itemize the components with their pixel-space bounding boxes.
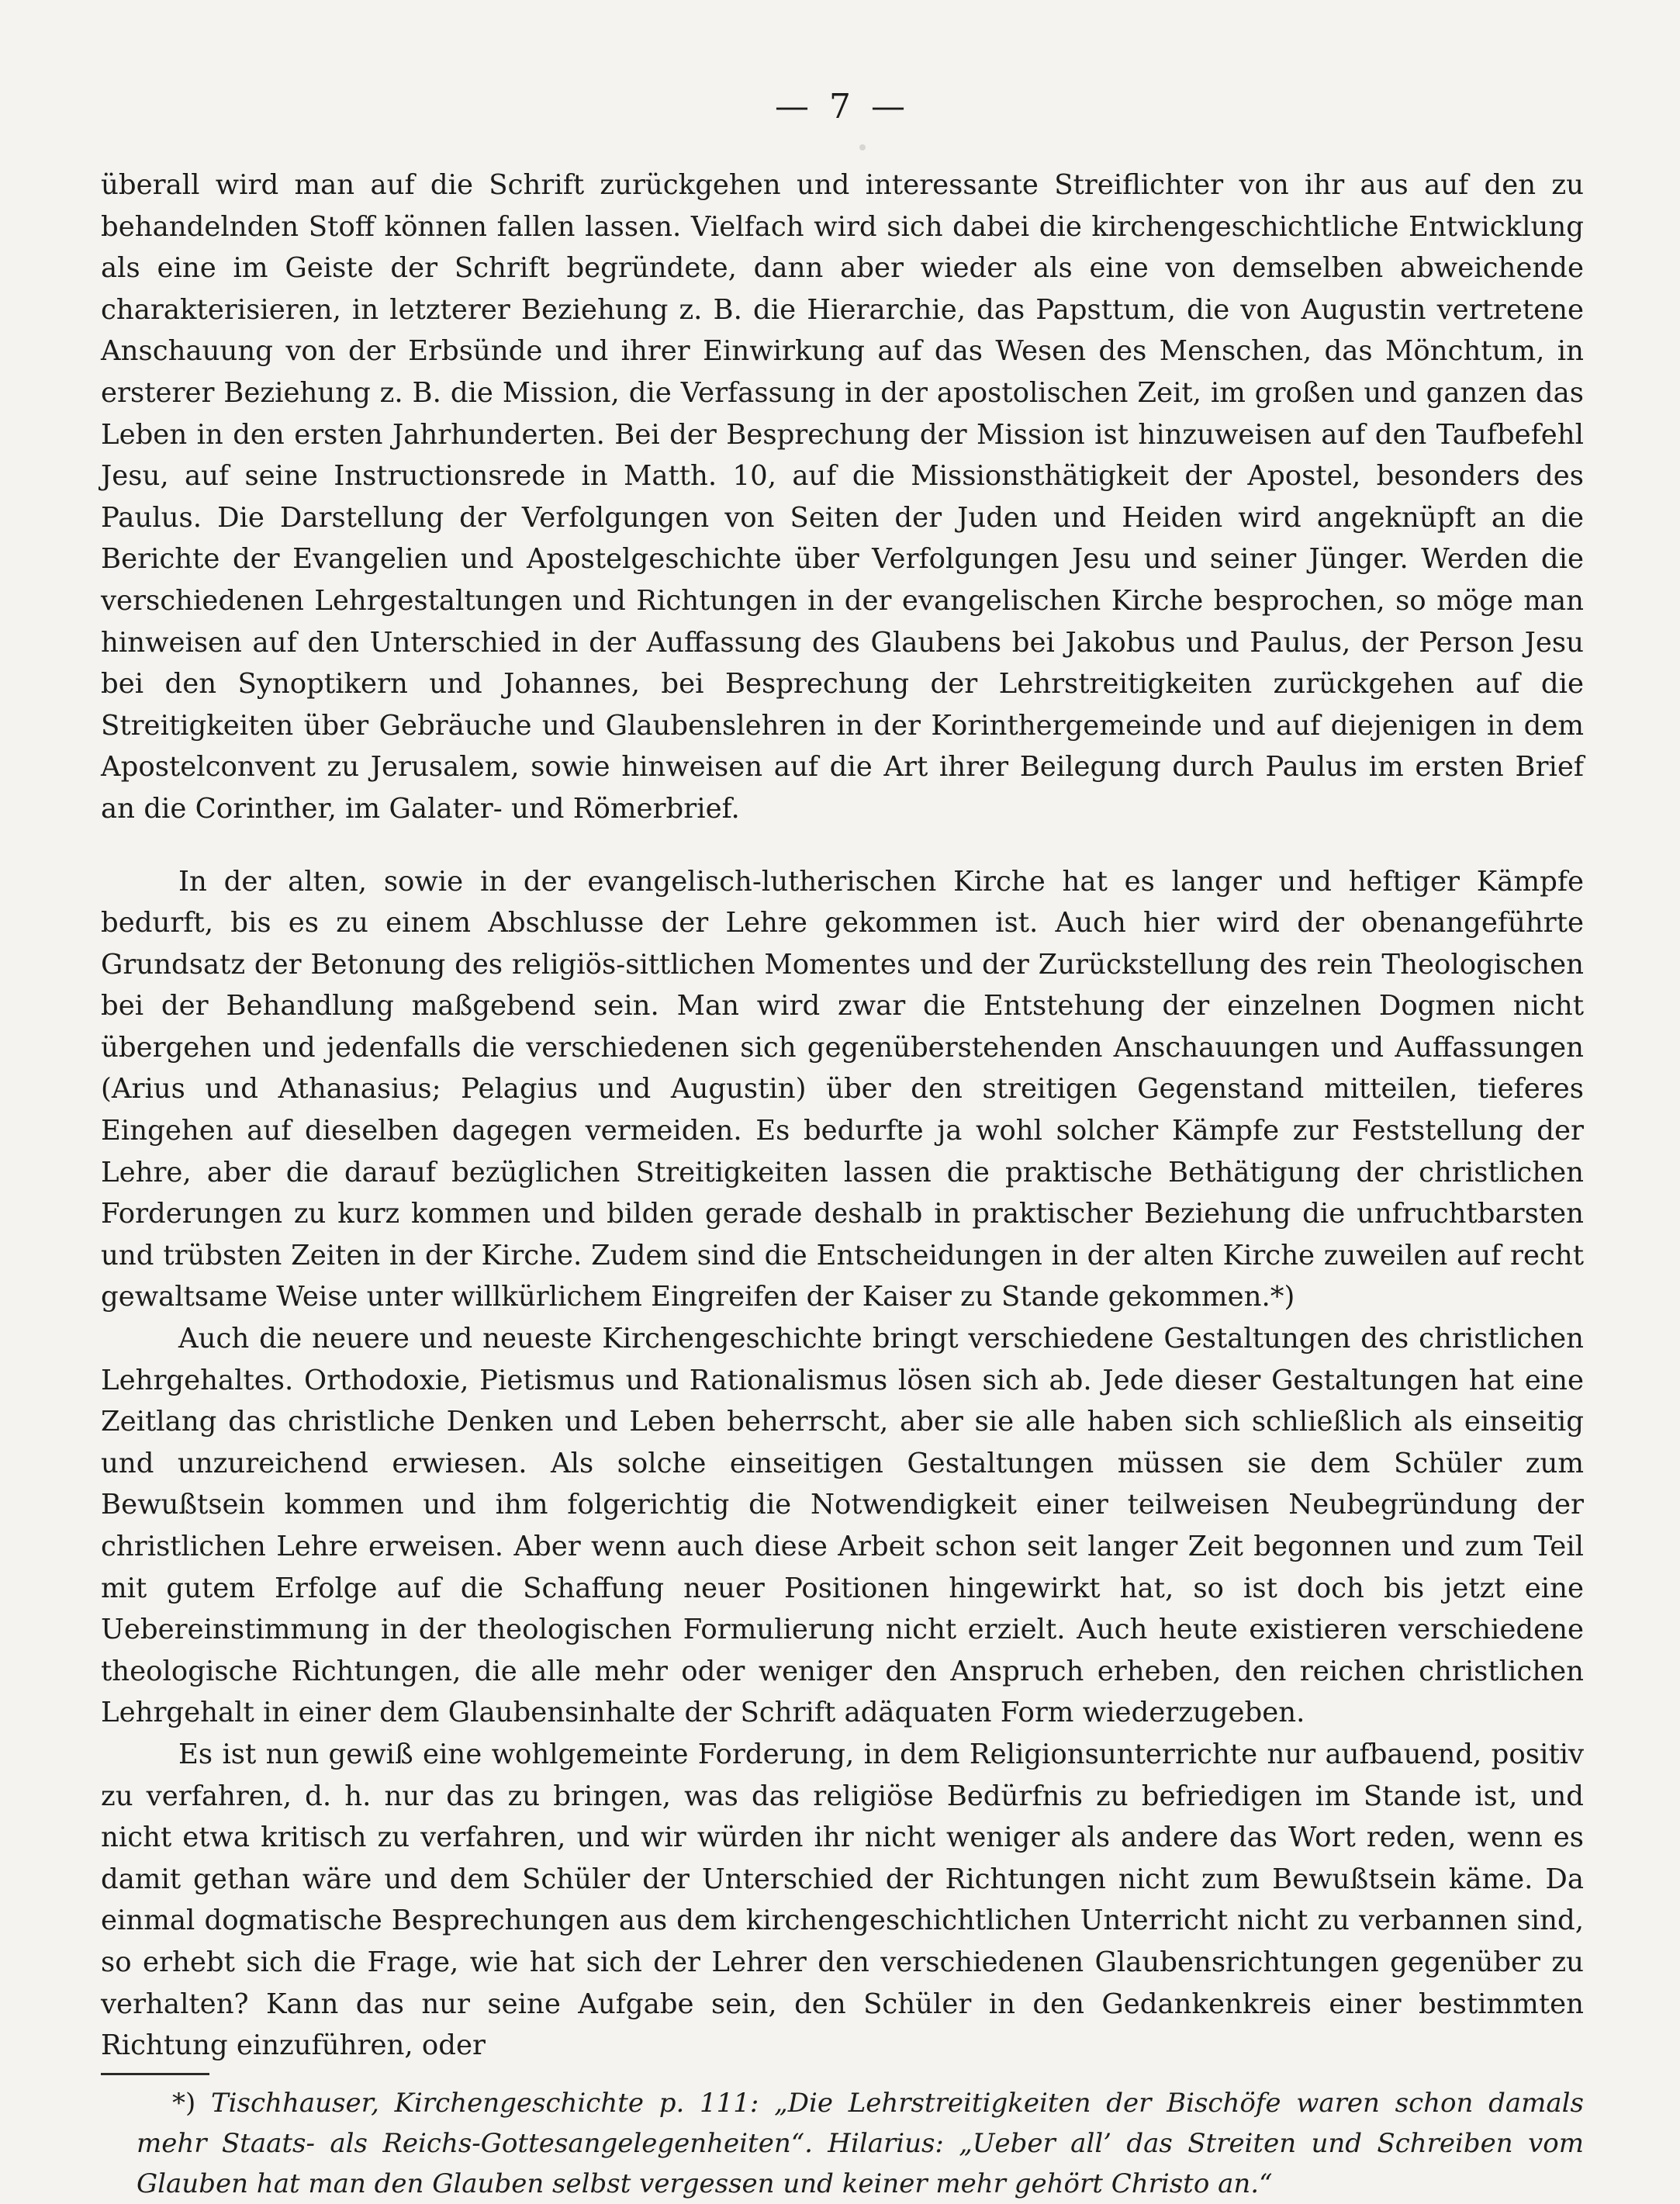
footnote-text: Tischhauser, Kirchengeschichte p. 111: „Die Lehrstreitigkeiten der Bischöfe waren schon damals mehr Staats- als Reichs-Gottesangelegenheiten“. Hilarius: „Ueber all’ das Streiten und Schreiben vom Glauben hat man den Glauben selbst vergessen und keiner mehr gehört Christo an.“: [137, 2087, 1584, 2199]
footnote-divider: [101, 2073, 209, 2075]
paragraph-3: Auch die neuere und neueste Kirchengeschichte bringt verschiedene Gestaltungen des christlichen Lehrgehaltes. Orthodoxie, Pietismus und Rationalismus lösen sich ab. Jede dieser Gestaltungen hat eine Zeitlang das christliche Denken und Leben beherrscht, aber sie alle haben sich schließlich als einseitig und unzureichend erwiesen. Als solche einseitigen Gestaltungen müssen sie dem Schüler zum Bewußtsein kommen und ihm folgerichtig die Notwendigkeit einer teilweisen Neubegründung der christlichen Lehre erweisen. Aber wenn auch diese Arbeit schon seit langer Zeit begonnen und zum Teil mit gutem Erfolge auf die Schaffung neuer Positionen hingewirkt hat, so ist doch bis jetzt eine Uebereinstimmung in der theologischen Formulierung nicht erzielt. Auch heute existieren verschiedene theologische Richtungen, die alle mehr oder weniger den Anspruch erheben, den reichen christlichen Lehrgehalt in einer dem Glaubensinhalte der Schrift adäquaten Form wiederzugeben.: [101, 1323, 1584, 1729]
footnote-marker: *): [172, 2087, 196, 2119]
body-text: [101, 164, 1584, 2067]
paper-spot: [859, 144, 866, 151]
footnote: [101, 2083, 1584, 2204]
paragraph-2: In der alten, sowie in der evangelisch-lutherischen Kirche hat es langer und heftiger Kämpfe bedurft, bis es zu einem Abschlusse der Lehre gekommen ist. Auch hier wird der obenangeführte Grundsatz der Betonung des religiös-sittlichen Momentes und der Zurückstellung des rein Theologischen bei der Behandlung maßgebend sein. Man wird zwar die Entstehung der einzelnen Dogmen nicht übergehen und jedenfalls die verschiedenen sich gegenüberstehenden Anschauungen und Auffassungen (Arius und Athanasius; Pelagius und Augustin) über den streitigen Gegenstand mitteilen, tieferes Eingehen auf dieselben dagegen vermeiden. Es bedurfte ja wohl solcher Kämpfe zur Feststellung der Lehre, aber die darauf bezüglichen Streitigkeiten lassen die praktische Bethätigung der christlichen Forderungen zu kurz kommen und bilden gerade deshalb in praktischer Beziehung die unfruchtbarsten und trübsten Zeiten in der Kirche. Zudem sind die Entscheidungen in der alten Kirche zuweilen auf recht gewaltsame Weise unter willkürlichem Eingreifen der Kaiser zu Stande gekommen.*): [101, 865, 1584, 1313]
page-number: — 7 —: [775, 87, 910, 126]
paragraph-1: überall wird man auf die Schrift zurückgehen und interessante Streiflichter von ihr aus auf den zu behandelnden Stoff können fallen lassen. Vielfach wird sich dabei die kirchengeschichtliche Entwicklung als eine im Geiste der Schrift begründete, dann aber wieder als eine von demselben abweichende charakterisieren, in letzterer Beziehung z. B. die Hierarchie, das Papsttum, die von Augustin vertretene Anschauung von der Erbsünde und ihrer Einwirkung auf das Wesen des Menschen, das Mönchtum, in ersterer Beziehung z. B. die Mission, die Verfassung in der apostolischen Zeit, im großen und ganzen das Leben in den ersten Jahrhunderten. Bei der Besprechung der Mission ist hinzuweisen auf den Taufbefehl Jesu, auf seine Instructionsrede in Matth. 10, auf die Missionsthätigkeit der Apostel, besonders des Paulus. Die Darstellung der Verfolgungen von Seiten der Juden und Heiden wird angeknüpft an die Berichte der Evangelien und Apostelgeschichte über Verfolgungen Jesu und seiner Jünger. Werden die verschiedenen Lehrgestaltungen und Richtungen in der evangelischen Kirche besprochen, so möge man hinweisen auf den Unterschied in der Auffassung des Glaubens bei Jakobus und Paulus, der Person Jesu bei den Synoptikern und Johannes, bei Besprechung der Lehrstreitigkeiten zurückgehen auf die Streitigkeiten über Gebräuche und Glaubenslehren in der Korinthergemeinde und auf diejenigen in dem Apostelconvent zu Jerusalem, sowie hinweisen auf die Art ihrer Beilegung durch Paulus im ersten Brief an die Corinther, im Galater- und Römerbrief.: [101, 169, 1584, 825]
paragraph-4: Es ist nun gewiß eine wohlgemeinte Forderung, in dem Religionsunterrichte nur aufbauend, positiv zu verfahren, d. h. nur das zu bringen, was das religiöse Bedürfnis zu befriedigen im Stande ist, und nicht etwa kritisch zu verfahren, und wir würden ihr nicht weniger als andere das Wort reden, wenn es damit gethan wäre und dem Schüler der Unterschied der Richtungen nicht zum Bewußtsein käme. Da einmal dogmatische Besprechungen aus dem kirchengeschichtlichen Unterricht nicht zu verbannen sind, so erhebt sich die Frage, wie hat sich der Lehrer den verschiedenen Glaubensrichtungen gegenüber zu verhalten? Kann das nur seine Aufgabe sein, den Schüler in den Gedankenkreis einer bestimmten Richtung einzuführen, oder: [101, 1738, 1584, 2062]
